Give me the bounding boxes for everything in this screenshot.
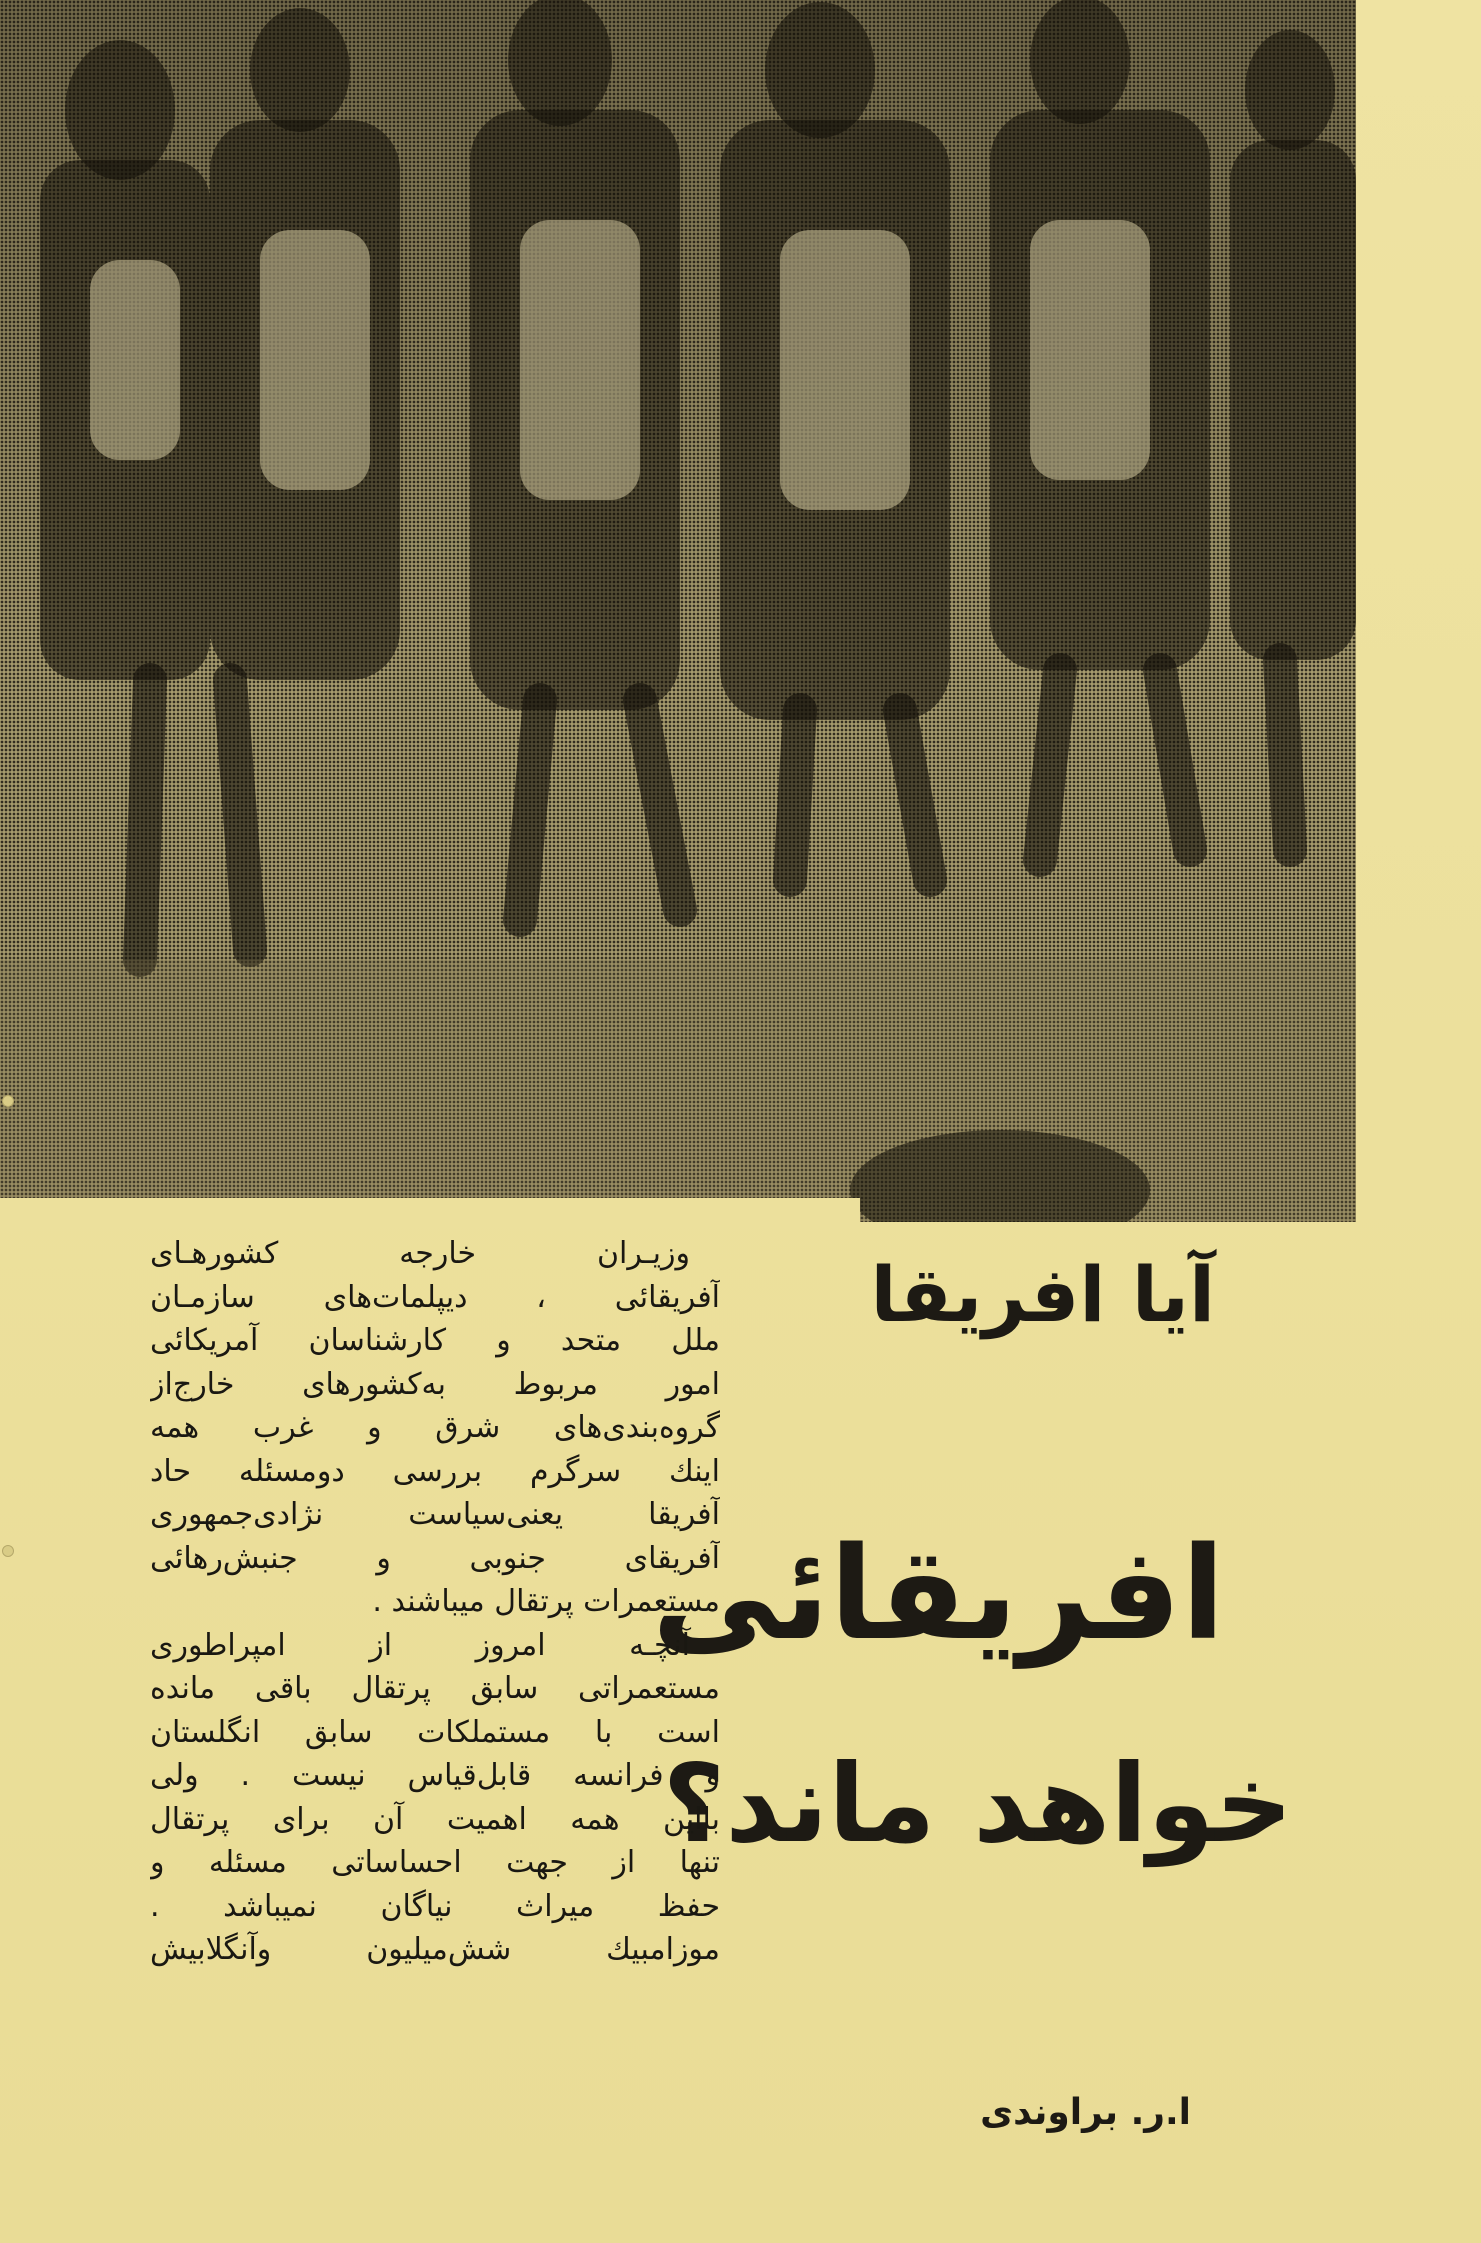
photo-figures [0, 0, 1356, 1222]
halftone-photo [0, 0, 1356, 1222]
body-line: است با مستملکات سابق انگلستان [150, 1714, 720, 1750]
article-body [150, 1232, 720, 1972]
body-line: موزامبیك شش‌میلیون وآنگلابیش [150, 1932, 720, 1967]
body-line: مستعمرات پرتقال میباشند . [372, 1584, 720, 1619]
body-line: گروه‌بندی‌های شرق و غرب همه [150, 1410, 720, 1445]
body-line: تنها از جهت احساساتی مسئله و [150, 1845, 720, 1880]
body-line: مستعمراتی سابق پرتقال باقی مانده [150, 1671, 720, 1706]
title-line-3: خواهد ماند؟ [662, 1742, 1293, 1867]
body-line: ملل متحد و کارشناسان آمریکائی [150, 1323, 720, 1358]
body-line: و فرانسه قابل‌قیاس نیست . ولی [150, 1758, 720, 1793]
title-line-2: افریقائی [651, 1520, 1225, 1669]
body-line: وزیـران خارجه کشورهـای [150, 1236, 690, 1271]
title-line-1: آیا افریقا [870, 1250, 1215, 1339]
staple-hole [2, 1545, 14, 1557]
photo-caption-gap [0, 1198, 860, 1228]
body-line: آفریقا یعنی‌سیاست نژادی‌جمهوری [150, 1497, 720, 1532]
body-line: آفریقای جنوبی و جنبش‌رهائی [150, 1540, 720, 1576]
body-line: بااین همه اهمیت آن برای پرتقال [150, 1801, 720, 1837]
staple-hole [2, 1095, 14, 1107]
body-line: حفظ میراث نیاگان نمیباشد . [150, 1888, 720, 1924]
body-line: آنچـه امروز از امپراطوری [150, 1627, 690, 1663]
author-byline: ا.ر. براوندی [980, 2092, 1191, 2133]
body-line: آفریقائی ، دیپلمات‌های سازمـان [150, 1279, 720, 1315]
body-line: اینك سرگرم بررسی دومسئله حاد [150, 1453, 720, 1489]
body-line: امور مربوط به‌کشورهای خارج‌از [150, 1366, 720, 1402]
